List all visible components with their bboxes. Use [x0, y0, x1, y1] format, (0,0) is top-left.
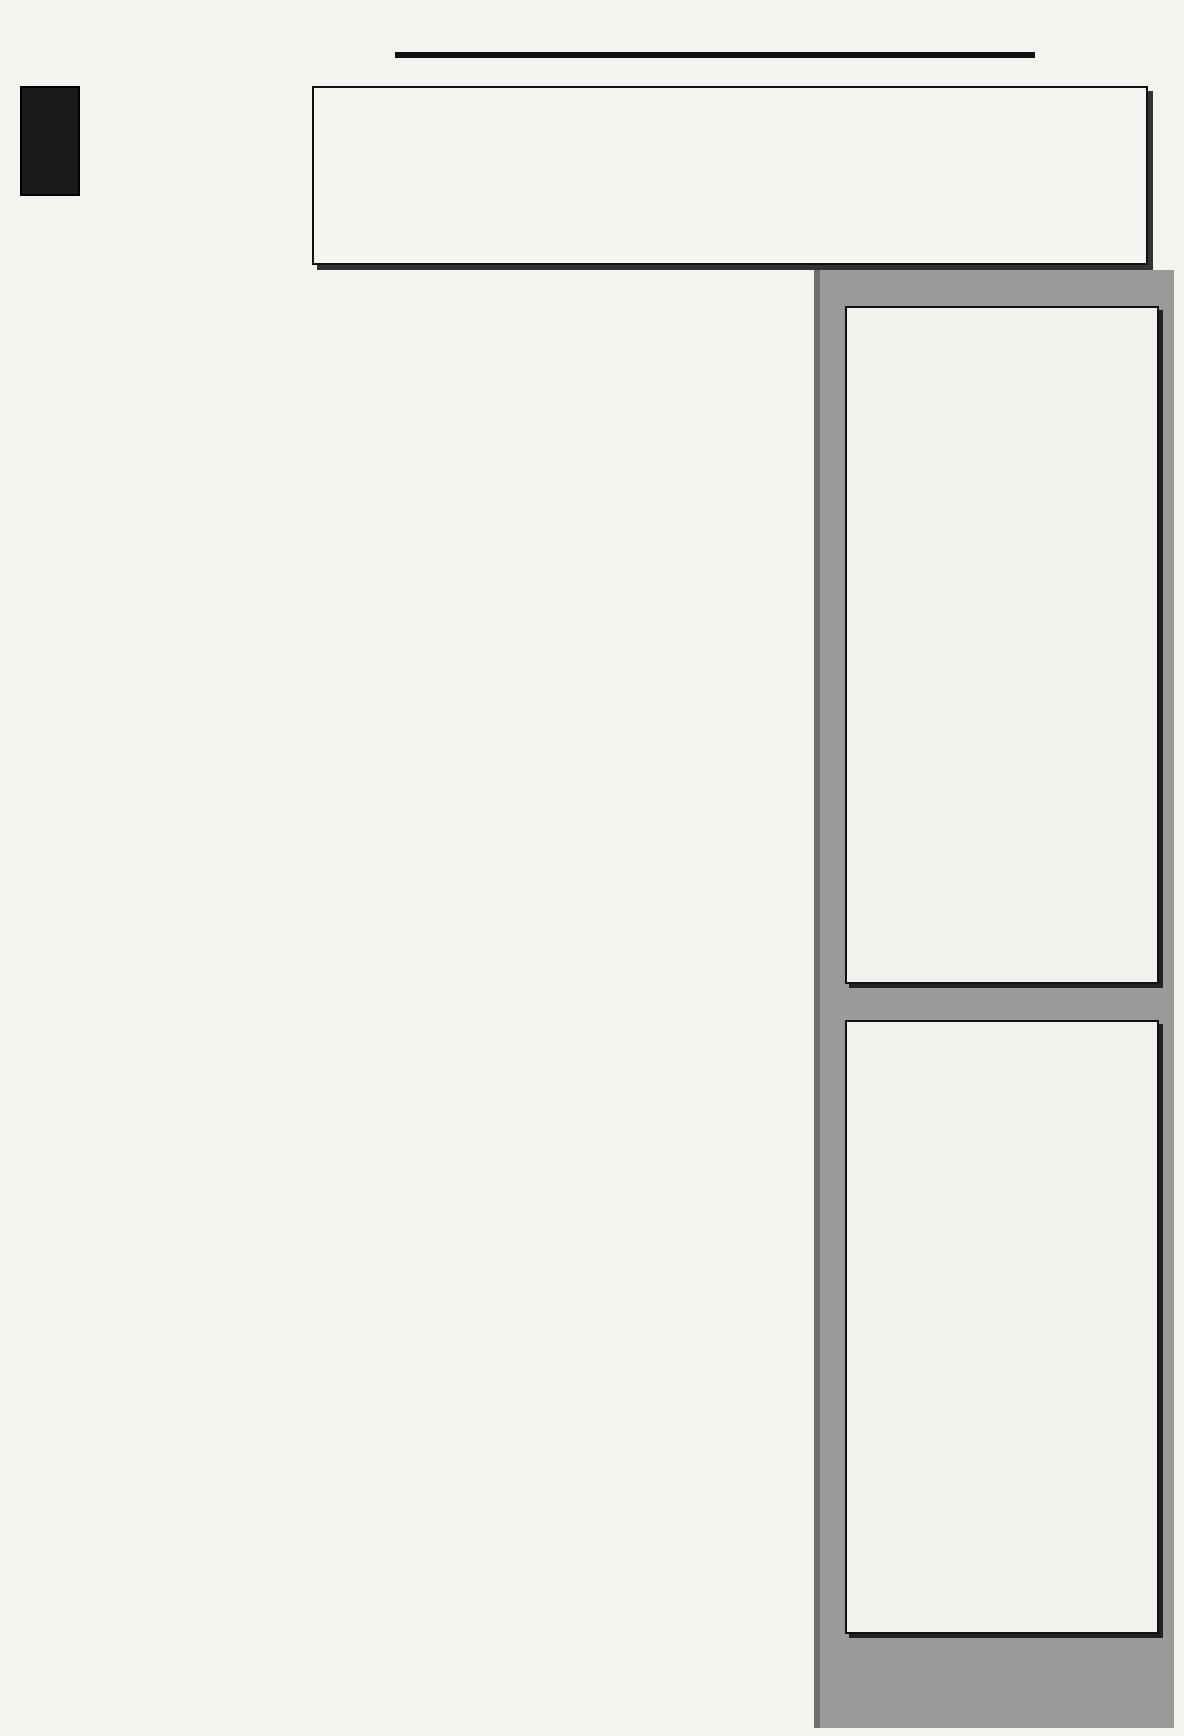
greeting-box — [312, 86, 1148, 265]
statistics-box — [845, 306, 1159, 984]
vodka-box — [845, 1020, 1159, 1634]
header-rule — [395, 52, 1035, 58]
drop-cap — [20, 86, 80, 196]
section-masthead — [20, 18, 375, 70]
